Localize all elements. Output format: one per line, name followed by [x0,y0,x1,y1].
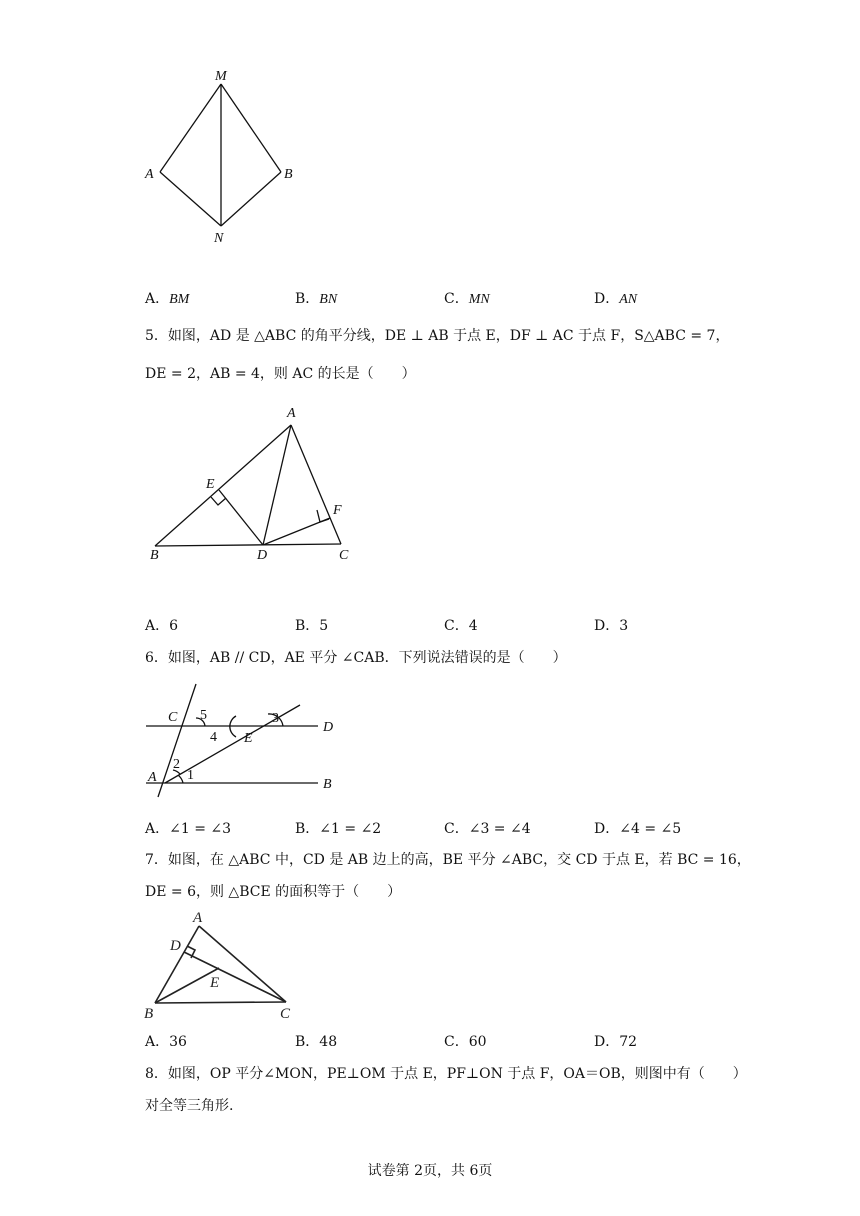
q5-option-d [594,615,628,635]
q5-label-F: F [333,503,342,518]
option-letter: B． [295,291,320,307]
option-text: 5 [319,618,329,634]
q7-figure [140,908,300,1024]
q5-label-C: C [339,548,349,563]
q6-option-b [295,818,381,838]
q5-label-D: D [257,548,268,563]
q4-option-d [594,288,637,308]
option-letter: C． [444,1034,469,1050]
option-letter: B． [295,1034,320,1050]
option-letter: B． [295,618,320,634]
q5-label-A: A [287,406,296,421]
q7-label-D: D [170,938,181,954]
option-text: MN [468,292,490,307]
q6-label-B: B [323,777,332,792]
q6-label-D: D [323,720,334,735]
q5-label-B: B [150,548,159,563]
q4-label-N: N [214,231,224,246]
q6-label-C: C [168,710,178,725]
q7-label-E: E [210,975,220,991]
q4-option-a [145,288,189,308]
option-text: 36 [169,1034,187,1050]
q5-stem-line1: 5．如图，AD 是 △ABC 的角平分线，DE ⊥ AB 于点 E，DF ⊥ AC 于点 F，S△ABC = 7， [145,328,730,344]
q4-figure [130,60,310,250]
q6-label-5: 5 [200,708,207,723]
q4-label-A: A [145,167,154,182]
option-text: 60 [468,1034,487,1050]
q8-stem-line1: 8．如图，OP 平分∠MON，PE⊥OM 于点 E，PF⊥ON 于点 F，OA＝OB，则图中有（ ） [145,1066,747,1082]
q6-label-E: E [244,731,253,746]
q6-label-2: 2 [173,757,180,772]
option-text: 3 [619,618,629,634]
option-text: ∠1 = ∠2 [319,821,382,837]
option-text: ∠1 = ∠3 [169,821,232,837]
q6-label-4: 4 [210,730,217,745]
option-letter: A． [145,618,170,634]
q7-label-C: C [280,1006,291,1022]
q8-stem-line2: 对全等三角形. [145,1098,234,1114]
q4-label-B: B [284,167,293,182]
option-text: 4 [468,618,478,634]
q7-stem-line1: 7．如图，在 △ABC 中，CD 是 AB 边上的高，BE 平分 ∠ABC，交 CD 于点 E，若 BC = 16， [145,852,751,868]
option-letter: D． [594,1034,620,1050]
q7-stem-line2: DE = 6，则 △BCE 的面积等于（ ） [145,884,402,900]
q5-option-a [145,615,178,635]
option-text: AN [619,292,638,307]
q5-label-E: E [206,477,215,492]
q5-figure [140,398,370,568]
option-letter: C． [444,618,469,634]
q7-option-c [444,1031,487,1051]
option-text: BN [319,292,338,307]
q7-option-d [594,1031,637,1051]
q7-option-b [295,1031,337,1051]
q7-label-A: A [193,910,203,926]
q5-option-b [295,615,328,635]
option-letter: D． [594,821,620,837]
q6-option-a [145,818,231,838]
q6-label-3: 3 [272,711,279,726]
q5-stem-line2: DE = 2，AB = 4，则 AC 的长是（ ） [145,366,416,382]
q4-option-c [444,288,490,308]
q6-option-c [444,818,531,838]
option-text: 48 [319,1034,338,1050]
option-text: 6 [169,618,179,634]
q6-label-A: A [148,770,157,785]
q6-option-d [594,818,681,838]
option-letter: A． [145,291,170,307]
q5-option-c [444,615,478,635]
option-letter: A． [145,821,170,837]
q7-label-B: B [144,1006,154,1022]
q6-stem-line1: 6．如图，AB // CD，AE 平分 ∠CAB．下列说法错误的是（ ） [145,650,567,666]
option-text: ∠4 = ∠5 [619,821,682,837]
option-letter: B． [295,821,320,837]
option-letter: D． [594,291,620,307]
option-letter: A． [145,1034,170,1050]
q7-option-a [145,1031,187,1051]
option-text: BM [169,292,190,307]
option-letter: D． [594,618,620,634]
option-text: 72 [619,1034,638,1050]
page-footer: 试卷第 2页，共 6页 [367,1163,493,1179]
q4-option-b [295,288,337,308]
q6-figure [140,680,350,802]
q6-label-1: 1 [187,768,194,783]
q4-label-M: M [215,69,227,84]
option-letter: C． [444,291,469,307]
option-letter: C． [444,821,469,837]
option-text: ∠3 = ∠4 [468,821,531,837]
